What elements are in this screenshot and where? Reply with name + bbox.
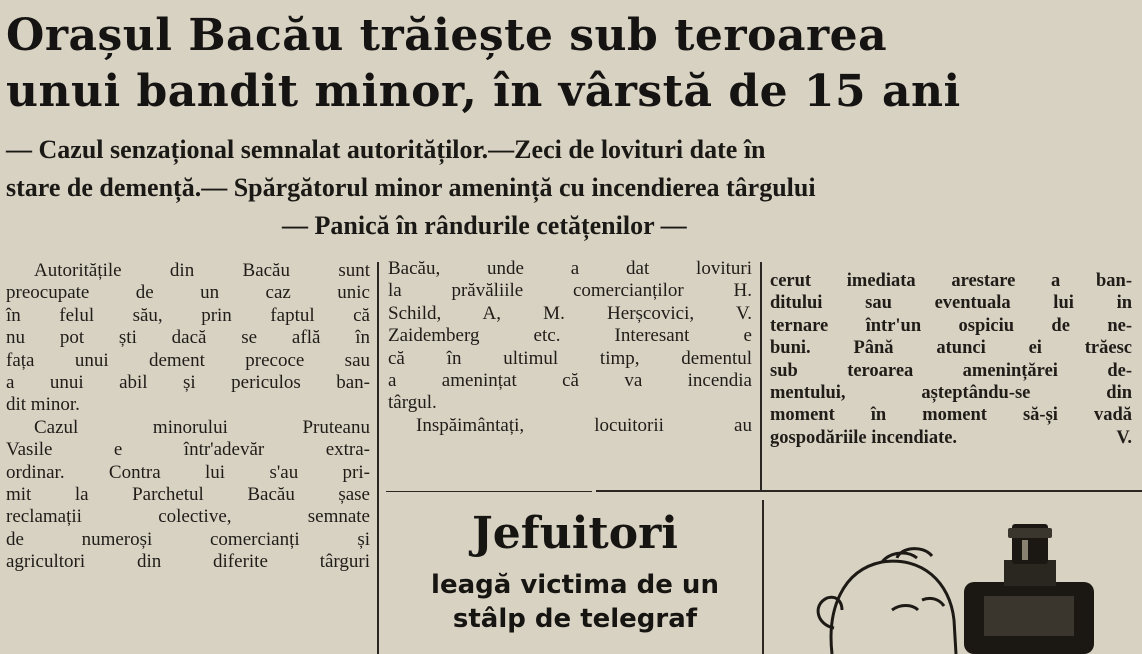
text-line: la prăvăliile comercianților H.	[388, 280, 752, 302]
article-column-3	[770, 270, 1132, 449]
text-line: a unui abil și periculos ban-	[6, 372, 370, 394]
text-line: târgul.	[388, 392, 437, 414]
ear-outline	[818, 597, 842, 628]
eyebrow-line	[922, 598, 944, 606]
text-line: Zaidemberg etc. Interesant e	[388, 325, 752, 347]
headline-line-1: Orașul Bacău trăiește sub teroarea	[6, 10, 888, 61]
text-line: buni. Până atunci ei trăesc	[770, 338, 1132, 359]
text-line: reclamații colective, semnate	[6, 506, 370, 528]
text-line: Bacău, unde a dat lovituri	[388, 258, 752, 279]
column-divider	[377, 262, 379, 654]
subheadline-2: stare de demență.— Spărgătorul minor amenință cu incendierea târgului	[6, 173, 816, 202]
text-line: gospodăriile incendiate.	[770, 427, 958, 448]
text-line: Cazul minorului Pruteanu	[34, 416, 370, 438]
text-line: Vasile e într'adevăr extra-	[6, 439, 370, 461]
advertisement-illustration	[772, 500, 1142, 654]
text-line: fața unui dement precoce sau	[6, 349, 370, 371]
closing-line	[770, 427, 1132, 449]
bottle-icon	[964, 524, 1094, 654]
secondary-headline-title: Jefuitori	[471, 508, 678, 559]
ad-drawing	[772, 500, 1142, 654]
text-line: Autoritățile din Bacău sunt	[34, 260, 370, 281]
text-line: a amenințat că va incendia	[388, 370, 752, 392]
author-signature: V.	[1116, 427, 1132, 448]
subheadline-3: — Panică în rândurile cetățenilor —	[282, 211, 687, 240]
section-divider	[386, 491, 592, 492]
text-line: mentului, așteptându-se din	[770, 383, 1132, 404]
text-line: nu pot ști dacă se află în	[6, 327, 370, 349]
text-line: de numeroși comercianți și	[6, 528, 370, 550]
text-line: în felul său, prin faptul că	[6, 304, 370, 326]
subheadline-1: — Cazul senzațional semnalat autorităților.—Zeci de lovituri date în	[6, 135, 766, 164]
text-line: sub teroarea amenințărei de-	[770, 360, 1132, 381]
box-divider	[762, 500, 764, 654]
eye-line	[892, 606, 918, 611]
text-line: mit la Parchetul Bacău șase	[6, 484, 370, 506]
secondary-headline-line-2: leagă victima de un	[431, 570, 719, 600]
section-divider	[596, 490, 1142, 492]
text-line: Inspăimântați, locuitorii au	[416, 414, 752, 436]
headline-line-2: unui bandit minor, în vârstă de 15 ani	[6, 66, 961, 117]
text-line: ditului sau eventuala lui in	[770, 293, 1132, 314]
secondary-headline-line-3: stâlp de telegraf	[452, 604, 698, 634]
article-column-2	[388, 258, 752, 437]
text-line: cerut imediata arestare a ban-	[770, 271, 1132, 291]
text-line: că în ultimul timp, dementul	[388, 347, 752, 369]
text-line: dit minor.	[6, 394, 80, 416]
text-line: Schild, A, M. Herșcovici, V.	[388, 302, 752, 324]
column-divider	[760, 262, 762, 490]
text-line: ternare într'un ospiciu de ne-	[770, 315, 1132, 336]
article-column-1	[6, 260, 370, 574]
text-line: ordinar. Contra lui s'au pri-	[6, 461, 370, 483]
text-line: moment în moment să-și vadă	[770, 405, 1132, 426]
text-line: preocupate de un caz unic	[6, 282, 370, 304]
text-line: agricultori din diferite târguri	[6, 551, 370, 573]
